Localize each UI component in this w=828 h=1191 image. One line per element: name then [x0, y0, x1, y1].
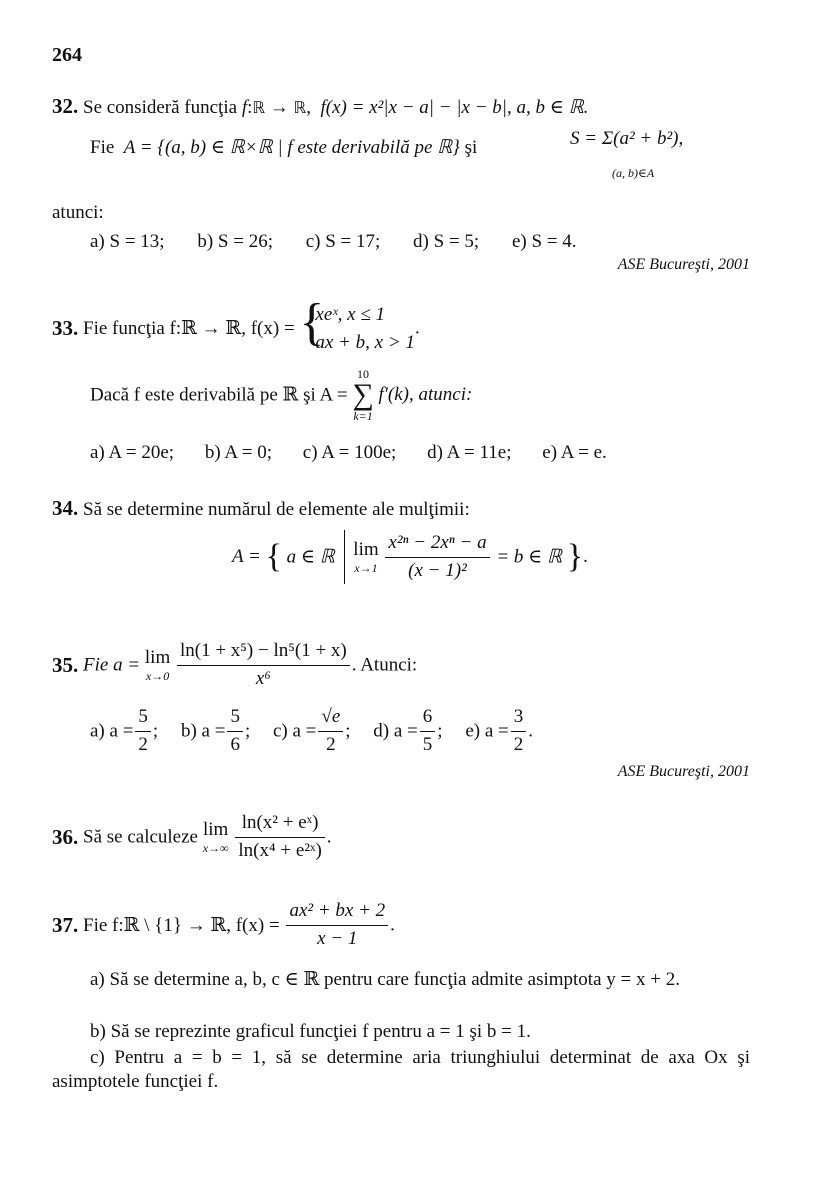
option-c: c) S = 17;: [305, 231, 381, 252]
problem-32-source: ASE Bucureşti, 2001: [617, 256, 750, 273]
limit-fraction: [177, 640, 350, 691]
sum-expression: S = Σ(a² + b²): [570, 128, 679, 149]
conjunction: şi: [464, 137, 478, 158]
option-d: d) S = 5;: [413, 231, 480, 252]
problem-37-part-b: b) Să se reprezinte graficul funcţiei f pentru a = 1 şi b = 1.: [90, 1021, 531, 1042]
problem-33-options: [90, 442, 607, 464]
problem-35-source: ASE Bucureşti, 2001: [617, 763, 750, 780]
option-d: d) a = $\frac{6}{5}$ ;: [373, 706, 443, 755]
problem-35-statement: [52, 640, 417, 691]
problem-32-sum: S = Σ(a² + b²), (a, b)∈A: [570, 128, 684, 180]
limit-fraction: [235, 812, 324, 863]
option-e: e) S = 4.: [511, 231, 577, 252]
problem-37-part-c: c) Pentru a = b = 1, să se determine aria triunghiului determinat de axa Ox şi asimptotele funcţiei f.: [52, 1047, 750, 1092]
problem-number: 37.: [52, 912, 79, 937]
problem-34-statement: [52, 496, 470, 521]
page-number: 264: [52, 44, 82, 66]
problem-number: 36.: [52, 824, 79, 849]
denominator: x − 1: [317, 927, 358, 949]
statement-tail: .: [326, 826, 332, 848]
brace-left: {: [299, 294, 325, 351]
option-a: a) a = $\frac{5}{2}$ ;: [90, 706, 159, 755]
summation: [352, 368, 373, 422]
problem-intro: Fie a =: [83, 654, 141, 676]
case-1: xeˣ, x ≤ 1: [315, 304, 386, 325]
option-c: c) A = 100e;: [302, 442, 397, 463]
option-a: a) A = 20e;: [90, 442, 175, 463]
numerator: ln(x² + eˣ): [235, 812, 324, 838]
function-definition: f(x) = x²|x − a| − |x − b|, a, b ∈ ℝ.: [320, 97, 589, 118]
statement-tail: .: [390, 914, 395, 936]
function-fraction: [286, 900, 388, 951]
problem-intro: Fie funcţia f:ℝ → ℝ, f(x) =: [83, 318, 295, 340]
limit-fraction: [385, 532, 489, 583]
denominator: (x − 1)²: [408, 559, 467, 581]
numerator: x²ⁿ − 2xⁿ − a: [385, 532, 489, 558]
option-c: c) a = $\frac{√e}{2}$ ;: [272, 706, 351, 755]
problem-33-statement: 33. Fie funcţia f:ℝ → ℝ, f(x) = { xeˣ, x ≤ 1 ax + b, x > 1 .: [52, 301, 420, 356]
problem-intro: Se consideră funcţia: [83, 97, 238, 118]
statement-tail: . Atunci:: [351, 654, 418, 676]
limit-operator: lim x→1: [353, 539, 379, 575]
problem-intro: Să se calculeze: [83, 826, 198, 848]
set-prefix: Fie: [90, 137, 115, 158]
problem-37-part-a: a) Să se determine a, b, c ∈ ℝ pentru care funcţia admite asimptota y = x + 2.: [90, 969, 680, 990]
option-a: a) S = 13;: [90, 231, 165, 252]
problem-32-set-definition: [90, 136, 477, 159]
set-separator: [344, 530, 345, 584]
limit-operator: lim x→0: [144, 647, 171, 684]
problem-35-options: [90, 706, 533, 757]
problem-34-set: A = { a ∈ ℝ lim x→1 $\frac{\text{x²ⁿ − 2xⁿ − a}}{\text{(x − 1)²}}$ = b ∈ ℝ }.: [232, 530, 588, 584]
problem-number: 34.: [52, 496, 79, 520]
problem-intro: Să se determine numărul de elemente ale mulţimii:: [83, 499, 470, 520]
option-d: d) A = 11e;: [427, 442, 512, 463]
limit-value: = b ∈ ℝ: [496, 546, 563, 568]
set-lhs: A =: [232, 546, 261, 567]
numerator: ln(1 + x⁵) − ln⁵(1 + x): [177, 640, 350, 666]
problem-number: 33.: [52, 316, 79, 341]
problem-36-statement: [52, 812, 332, 863]
problem-32-lead: atunci:: [52, 202, 104, 223]
option-b: b) A = 0;: [204, 442, 273, 463]
problem-number: 35.: [52, 652, 79, 677]
option-b: b) S = 26;: [197, 231, 273, 252]
piecewise-definition: [299, 294, 415, 356]
sigma-icon: ∑: [352, 378, 374, 411]
problem-number: 32.: [52, 94, 79, 118]
sum-lower: k=1: [353, 409, 373, 423]
brace-left: {: [265, 538, 282, 575]
problem-32-statement: 32. Se consideră funcţia f:ℝ → ℝ, f(x) = x²|x − a| − |x − b|, a, b ∈ ℝ.: [52, 94, 589, 118]
denominator: x⁶: [255, 667, 271, 689]
numerator: ax² + bx + 2: [286, 900, 388, 926]
problem-intro: Fie f:ℝ \ {1} → ℝ, f(x) =: [83, 914, 280, 936]
option-e: e) a = $\frac{3}{2}$ .: [465, 706, 533, 755]
brace-right: }: [566, 538, 584, 575]
sum-upper: 10: [357, 367, 370, 381]
set-A-definition: A = {(a, b) ∈ ℝ×ℝ | f este derivabilă pe ℝ}: [123, 137, 460, 158]
set-variable: a ∈ ℝ: [286, 546, 335, 568]
limit-operator: lim x→∞: [202, 819, 229, 856]
case-2: ax + b, x > 1: [315, 331, 415, 353]
problem-33-condition: [90, 368, 472, 422]
option-b: b) a = $\frac{5}{6}$ ;: [180, 706, 251, 755]
denominator: ln(x⁴ + e²ˣ): [238, 839, 322, 861]
problem-37-statement: [52, 900, 395, 951]
sum-index: (a, b)∈A: [612, 166, 655, 180]
option-e: e) A = e.: [542, 442, 607, 463]
sum-term: f′(k), atunci:: [378, 384, 473, 405]
condition-prefix: Dacă f este derivabilă pe ℝ şi A =: [90, 384, 348, 406]
problem-32-options: [90, 231, 576, 253]
